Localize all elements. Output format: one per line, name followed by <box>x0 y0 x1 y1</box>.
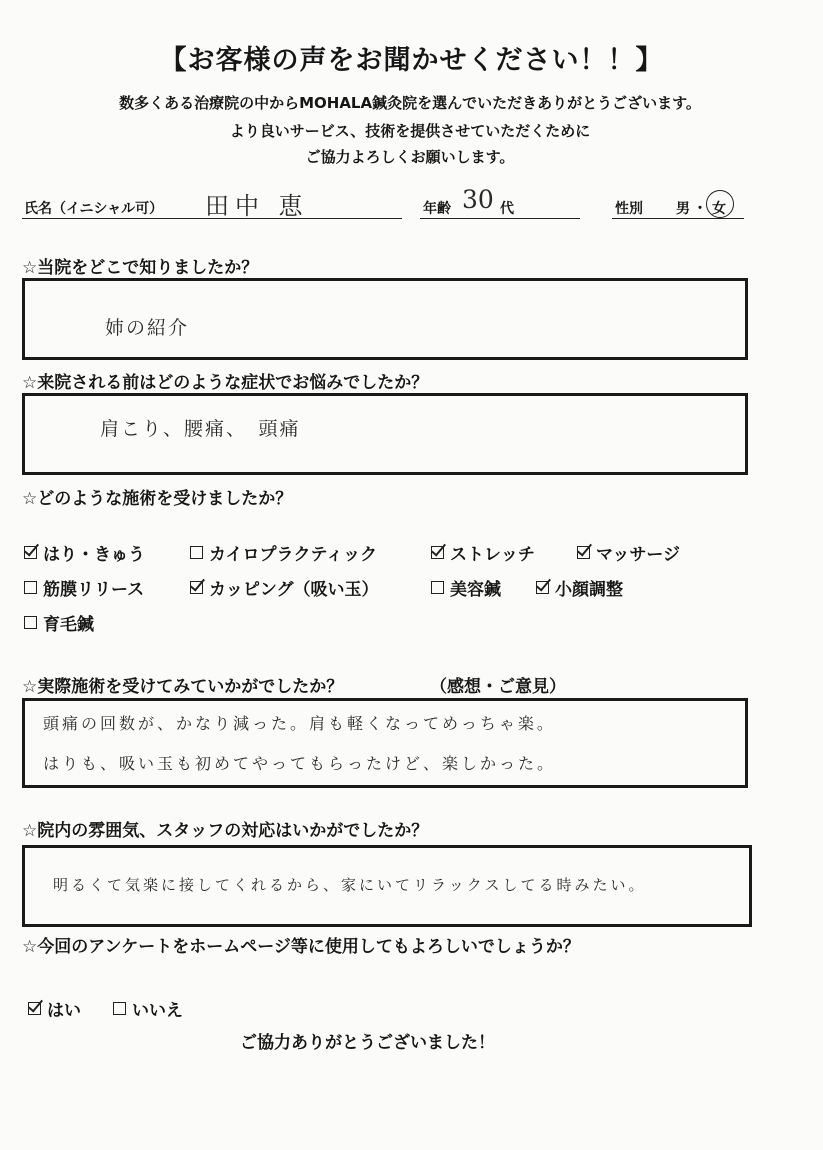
answer-how-found: 姉の紹介 <box>105 317 190 339</box>
question-impression: ☆実際施術を受けてみていかがでしたか？ <box>22 677 344 697</box>
gender-label: 性別 <box>615 201 643 217</box>
intro-line-1: 数多くある治療院の中からMOHALA鍼灸院を選んでいただきありがとうございます。 <box>119 94 701 112</box>
question-symptoms: ☆来院される前はどのような症状でお悩みでしたか？ <box>22 373 429 393</box>
treatment-checkbox[interactable] <box>431 581 444 594</box>
treatment-option[interactable] <box>431 540 535 565</box>
treatment-label: はり・きゅう <box>43 545 145 565</box>
question-how-found: ☆当院をどこで知りましたか？ <box>22 258 259 278</box>
answer-box-how-found <box>22 278 748 360</box>
intro-line-2: より良いサービス、技術を提供させていただくために <box>229 122 591 140</box>
treatment-option[interactable] <box>24 575 144 600</box>
question-permission: ☆今回のアンケートをホームページ等に使用してもよろしいでしょうか？ <box>22 937 580 957</box>
treatment-option[interactable] <box>577 540 680 565</box>
age-underline <box>420 218 580 219</box>
permission-yes-checkbox[interactable] <box>28 1002 41 1015</box>
treatment-label: 小顔調整 <box>555 580 623 600</box>
gender-underline <box>612 218 744 219</box>
treatment-checkbox[interactable] <box>577 546 590 559</box>
treatment-checkbox[interactable] <box>431 546 444 559</box>
gender-selected-circle <box>706 190 734 218</box>
permission-no-option[interactable] <box>113 996 183 1021</box>
treatment-checkbox[interactable] <box>190 581 203 594</box>
permission-no-label: いいえ <box>132 1001 183 1021</box>
gender-female: 女 <box>712 201 726 217</box>
treatment-checkbox[interactable] <box>24 616 37 629</box>
name-label: 氏名（イニシャル可） <box>24 201 164 217</box>
age-value: 30 <box>462 185 494 214</box>
treatment-option[interactable] <box>24 540 145 565</box>
answer-box-symptoms <box>22 393 748 475</box>
answer-box-impression <box>22 698 748 788</box>
treatment-label: マッサージ <box>596 545 680 565</box>
page-title: 【お客様の声をお聞かせください！！】 <box>159 45 664 76</box>
gender-male: 男 <box>676 201 690 217</box>
treatment-label: 育毛鍼 <box>43 615 94 635</box>
treatment-checkbox[interactable] <box>24 546 37 559</box>
treatment-option[interactable] <box>190 540 377 565</box>
treatment-option[interactable] <box>536 575 623 600</box>
treatment-label: 筋膜リリース <box>43 580 145 600</box>
answer-box-atmosphere <box>22 845 752 927</box>
answer-atmosphere: 明るくて気楽に接してくれるから、家にいてリラックスしてる時みたい。 <box>53 876 647 894</box>
treatment-checkbox[interactable] <box>190 546 203 559</box>
age-label: 年齢 <box>423 201 451 217</box>
permission-yes-label: はい <box>47 1001 81 1021</box>
question-atmosphere: ☆院内の雰囲気、スタッフの対応はいかがでしたか？ <box>22 821 429 841</box>
gender-separator: ・ <box>693 201 707 217</box>
name-value: 田中 恵 <box>205 192 309 220</box>
answer-impression-line-1: 頭痛の回数が、かなり減った。肩も軽くなってめっちゃ楽。 <box>43 714 556 733</box>
treatment-label: ストレッチ <box>450 545 535 565</box>
treatment-checkbox[interactable] <box>24 581 37 594</box>
answer-symptoms: 肩こり、腰痛、 頭痛 <box>100 418 301 440</box>
treatment-label: カイロプラクティック <box>209 545 378 565</box>
footer-thanks: ご協力ありがとうございました！ <box>240 1033 495 1053</box>
treatment-checkbox[interactable] <box>536 581 549 594</box>
treatment-label: 美容鍼 <box>450 580 501 600</box>
treatment-option[interactable] <box>190 575 379 600</box>
impression-note: （感想・ご意見） <box>430 677 566 697</box>
answer-impression-line-2: はりも、吸い玉も初めてやってもらったけど、楽しかった。 <box>43 754 557 773</box>
name-underline <box>22 218 402 219</box>
intro-line-3: ご協力よろしくお願いします。 <box>305 148 515 166</box>
treatment-option[interactable] <box>24 610 94 635</box>
treatment-option[interactable] <box>431 575 501 600</box>
question-treatments: ☆どのような施術を受けましたか？ <box>22 489 293 509</box>
permission-yes-option[interactable] <box>28 996 81 1021</box>
treatment-label: カッピング（吸い玉） <box>209 580 379 600</box>
age-suffix: 代 <box>500 201 514 217</box>
permission-no-checkbox[interactable] <box>113 1002 126 1015</box>
